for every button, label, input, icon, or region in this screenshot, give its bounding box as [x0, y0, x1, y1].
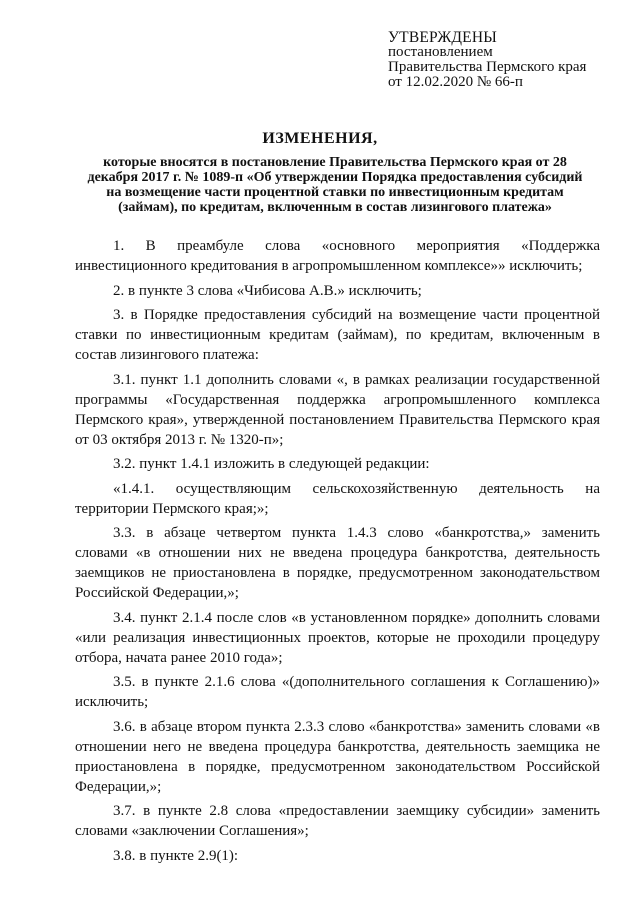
document-subtitle: которые вносятся в постановление Правительства Пермского края от 28 декабря 2017 г. № 1089-п «Об утверждении Порядка предоставления субсидий на возмещение части процентной ставки по инвестиционным кредитам (займам), по кредитам, включенным в состав лизингового платежа» — [87, 155, 583, 215]
paragraph-3-2: 3.2. пункт 1.4.1 изложить в следующей редакции: — [113, 456, 430, 472]
paragraph-3-3: 3.3. в абзаце четвертом пункта 1.4.3 слово «банкротства,» заменить словами «в отношении них не введена процедура банкротства, деятельность заемщиков не приостановлена в порядке, предусмотренном законодательством Российской Федерации,»; — [75, 525, 600, 601]
paragraph-1: 1. В преамбуле слова «основного мероприятия «Поддержка инвестиционного кредитования в агропромышленном комплексе»» исключить; — [75, 238, 600, 274]
paragraph-3-6: 3.6. в абзаце втором пункта 2.3.3 слово «банкротства» заменить словами «в отношении него не введена процедура банкротства, деятельность заемщика не приостановлена в порядке, предусмотренном законодательством Российской Федерации,»; — [75, 718, 600, 795]
approval-stamp — [388, 30, 628, 90]
approval-line-2: Правительства Пермского края — [388, 59, 587, 75]
document-body — [75, 236, 600, 870]
paragraph-3-8: 3.8. в пункте 2.9(1): — [113, 847, 239, 864]
approval-line-3: от 12.02.2020 № 66-п — [388, 74, 523, 90]
document-title: ИЗМЕНЕНИЯ, — [262, 130, 378, 147]
paragraph-3-2-text: «1.4.1. осуществляющим сельскохозяйственную деятельность на территории Пермского края;»; — [75, 480, 600, 517]
paragraph-3: 3. в Порядке предоставления субсидий на возмещение части процентной ставки по инвестиционным кредитам (займам), по кредитам, включенным в состав лизингового платежа: — [75, 307, 600, 363]
approval-line-1: постановлением — [388, 44, 493, 60]
approval-heading: УТВЕРЖДЕНЫ — [388, 29, 497, 46]
paragraph-3-7: 3.7. в пункте 2.8 слова «предоставлении заемщику субсидии» заменить словами «заключении Соглашения»; — [75, 803, 600, 839]
paragraph-3-1: 3.1. пункт 1.1 дополнить словами «, в рамках реализации государственной программы «Государственная поддержка агропромышленного комплекса Пермского края», утвержденной постановлением Правительства Пермского края от 03 октября 2013 г. № 1320-п»; — [75, 371, 600, 448]
paragraph-3-5: 3.5. в пункте 2.1.6 слова «(дополнительного соглашения к Соглашению)» исключить; — [75, 674, 600, 710]
paragraph-2: 2. в пункте 3 слова «Чибисова А.В.» исключить; — [113, 282, 422, 299]
paragraph-3-4: 3.4. пункт 2.1.4 после слов «в установленном порядке» дополнить словами «или реализация инвестиционных проектов, которые не проходили процедуру отбора, начата ранее 2010 года»; — [75, 609, 600, 666]
